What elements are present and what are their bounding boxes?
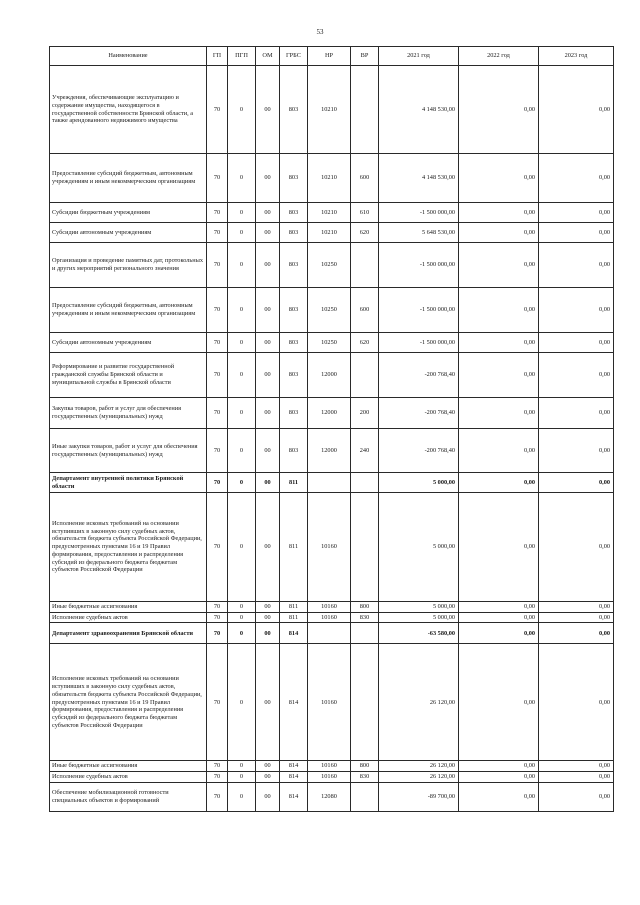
cell-nr: 12000 — [308, 353, 351, 398]
column-header: ГРБС — [280, 47, 308, 66]
cell-gp: 70 — [207, 223, 228, 243]
cell-gp: 70 — [207, 772, 228, 783]
cell-y2023: 0,00 — [539, 243, 614, 288]
table-row — [50, 66, 614, 154]
cell-grbs: 811 — [280, 612, 308, 623]
cell-gp: 70 — [207, 203, 228, 223]
cell-y2021: 4 148 530,00 — [379, 154, 459, 203]
cell-pgp: 0 — [228, 761, 256, 772]
cell-vr — [351, 243, 379, 288]
cell-y2023: 0,00 — [539, 333, 614, 353]
cell-nr: 10210 — [308, 203, 351, 223]
cell-om: 00 — [256, 623, 280, 644]
cell-gp: 70 — [207, 288, 228, 333]
column-header: ОМ — [256, 47, 280, 66]
cell-vr — [351, 623, 379, 644]
cell-gp: 70 — [207, 493, 228, 602]
cell-y2021: 5 000,00 — [379, 473, 459, 493]
cell-vr: 240 — [351, 429, 379, 473]
cell-gp: 70 — [207, 243, 228, 288]
cell-gp: 70 — [207, 782, 228, 811]
cell-nr: 10160 — [308, 602, 351, 613]
cell-grbs: 803 — [280, 223, 308, 243]
table-row — [50, 243, 614, 288]
cell-pgp: 0 — [228, 288, 256, 333]
cell-y2022: 0,00 — [459, 493, 539, 602]
cell-y2022: 0,00 — [459, 398, 539, 429]
cell-y2021: 5 000,00 — [379, 612, 459, 623]
cell-pgp: 0 — [228, 223, 256, 243]
cell-om: 00 — [256, 398, 280, 429]
cell-om: 00 — [256, 644, 280, 761]
cell-om: 00 — [256, 288, 280, 333]
cell-y2022: 0,00 — [459, 772, 539, 783]
cell-name: Исполнение судебных актов — [50, 772, 207, 783]
cell-nr: 12080 — [308, 782, 351, 811]
cell-y2021: 5 000,00 — [379, 602, 459, 613]
cell-y2021: -63 580,00 — [379, 623, 459, 644]
cell-y2022: 0,00 — [459, 602, 539, 613]
cell-pgp: 0 — [228, 623, 256, 644]
cell-name: Иные бюджетные ассигнования — [50, 761, 207, 772]
table-row — [50, 602, 614, 613]
cell-y2022: 0,00 — [459, 66, 539, 154]
cell-grbs: 811 — [280, 493, 308, 602]
cell-y2021: -89 700,00 — [379, 782, 459, 811]
cell-grbs: 803 — [280, 243, 308, 288]
cell-y2023: 0,00 — [539, 761, 614, 772]
cell-y2022: 0,00 — [459, 612, 539, 623]
cell-y2023: 0,00 — [539, 154, 614, 203]
cell-grbs: 811 — [280, 473, 308, 493]
cell-y2023: 0,00 — [539, 602, 614, 613]
table-row — [50, 154, 614, 203]
table-row — [50, 333, 614, 353]
cell-grbs: 814 — [280, 782, 308, 811]
cell-om: 00 — [256, 243, 280, 288]
table-row — [50, 429, 614, 473]
cell-y2022: 0,00 — [459, 353, 539, 398]
cell-om: 00 — [256, 761, 280, 772]
cell-om: 00 — [256, 353, 280, 398]
cell-nr — [308, 473, 351, 493]
table-row — [50, 203, 614, 223]
cell-y2022: 0,00 — [459, 223, 539, 243]
cell-gp: 70 — [207, 429, 228, 473]
cell-y2023: 0,00 — [539, 66, 614, 154]
column-header: ПГП — [228, 47, 256, 66]
column-header: НР — [308, 47, 351, 66]
cell-y2021: -1 500 000,00 — [379, 333, 459, 353]
cell-y2023: 0,00 — [539, 493, 614, 602]
table-row — [50, 473, 614, 493]
cell-name: Предоставление субсидий бюджетным, автономным учреждениям и иным некоммерческим организациям — [50, 288, 207, 333]
table-row — [50, 772, 614, 783]
cell-vr: 620 — [351, 223, 379, 243]
cell-nr: 10210 — [308, 223, 351, 243]
cell-grbs: 803 — [280, 66, 308, 154]
cell-pgp: 0 — [228, 473, 256, 493]
cell-nr: 10210 — [308, 154, 351, 203]
cell-grbs: 814 — [280, 761, 308, 772]
cell-pgp: 0 — [228, 782, 256, 811]
cell-y2021: -200 768,40 — [379, 429, 459, 473]
cell-nr: 10160 — [308, 612, 351, 623]
cell-nr: 10250 — [308, 243, 351, 288]
cell-y2021: 26 120,00 — [379, 772, 459, 783]
cell-grbs: 814 — [280, 772, 308, 783]
cell-name: Исполнение исковых требований на основании вступивших в законную силу судебных актов, обязательств бюджета субъекта Российской Федерации, предусмотренных пунктами 16 и 19 Правил формирования, предоставления и распределения субсидий из федерального бюджета бюджетам субъектов Российской Федерации — [50, 644, 207, 761]
cell-y2023: 0,00 — [539, 288, 614, 333]
cell-y2022: 0,00 — [459, 623, 539, 644]
table-row — [50, 623, 614, 644]
cell-grbs: 814 — [280, 644, 308, 761]
column-header: ВР — [351, 47, 379, 66]
cell-gp: 70 — [207, 761, 228, 772]
cell-y2022: 0,00 — [459, 203, 539, 223]
cell-nr: 12000 — [308, 398, 351, 429]
cell-name: Реформирование и развитие государственной гражданской службы Брянской области и муниципальной службы в Брянской области — [50, 353, 207, 398]
cell-gp: 70 — [207, 154, 228, 203]
cell-y2021: -1 500 000,00 — [379, 243, 459, 288]
cell-name: Закупка товаров, работ и услуг для обеспечения государственных (муниципальных) нужд — [50, 398, 207, 429]
cell-vr: 830 — [351, 612, 379, 623]
cell-vr: 200 — [351, 398, 379, 429]
cell-y2023: 0,00 — [539, 623, 614, 644]
cell-y2021: 5 648 530,00 — [379, 223, 459, 243]
cell-y2021: -1 500 000,00 — [379, 203, 459, 223]
table-row — [50, 644, 614, 761]
table-header-row — [50, 47, 614, 66]
cell-gp: 70 — [207, 333, 228, 353]
cell-gp: 70 — [207, 473, 228, 493]
cell-nr: 10160 — [308, 772, 351, 783]
cell-om: 00 — [256, 223, 280, 243]
cell-y2023: 0,00 — [539, 223, 614, 243]
column-header: 2021 год — [379, 47, 459, 66]
cell-om: 00 — [256, 333, 280, 353]
cell-y2023: 0,00 — [539, 612, 614, 623]
cell-grbs: 803 — [280, 203, 308, 223]
cell-pgp: 0 — [228, 644, 256, 761]
cell-om: 00 — [256, 772, 280, 783]
cell-pgp: 0 — [228, 66, 256, 154]
cell-pgp: 0 — [228, 612, 256, 623]
cell-gp: 70 — [207, 612, 228, 623]
cell-grbs: 803 — [280, 353, 308, 398]
cell-vr — [351, 644, 379, 761]
cell-om: 00 — [256, 782, 280, 811]
cell-vr: 600 — [351, 288, 379, 333]
cell-y2022: 0,00 — [459, 429, 539, 473]
cell-y2022: 0,00 — [459, 473, 539, 493]
cell-pgp: 0 — [228, 429, 256, 473]
cell-pgp: 0 — [228, 333, 256, 353]
cell-nr: 10250 — [308, 288, 351, 333]
cell-y2023: 0,00 — [539, 429, 614, 473]
cell-vr: 800 — [351, 602, 379, 613]
cell-y2022: 0,00 — [459, 782, 539, 811]
cell-gp: 70 — [207, 644, 228, 761]
cell-vr — [351, 66, 379, 154]
table-row — [50, 612, 614, 623]
cell-y2022: 0,00 — [459, 644, 539, 761]
table-row — [50, 782, 614, 811]
cell-y2023: 0,00 — [539, 203, 614, 223]
cell-vr — [351, 353, 379, 398]
cell-nr: 10250 — [308, 333, 351, 353]
cell-om: 00 — [256, 429, 280, 473]
cell-grbs: 803 — [280, 288, 308, 333]
cell-y2022: 0,00 — [459, 333, 539, 353]
cell-nr — [308, 623, 351, 644]
cell-vr: 610 — [351, 203, 379, 223]
cell-name: Субсидии автономным учреждениям — [50, 333, 207, 353]
cell-nr: 10210 — [308, 66, 351, 154]
cell-y2023: 0,00 — [539, 782, 614, 811]
table-row — [50, 288, 614, 333]
cell-pgp: 0 — [228, 493, 256, 602]
cell-gp: 70 — [207, 398, 228, 429]
cell-pgp: 0 — [228, 602, 256, 613]
cell-y2021: -1 500 000,00 — [379, 288, 459, 333]
cell-pgp: 0 — [228, 772, 256, 783]
cell-name: Исполнение судебных актов — [50, 612, 207, 623]
cell-grbs: 803 — [280, 154, 308, 203]
cell-gp: 70 — [207, 623, 228, 644]
cell-vr: 620 — [351, 333, 379, 353]
table-row — [50, 353, 614, 398]
cell-name: Иные закупки товаров, работ и услуг для обеспечения государственных (муниципальных) нужд — [50, 429, 207, 473]
cell-grbs: 803 — [280, 429, 308, 473]
cell-name: Субсидии автономным учреждениям — [50, 223, 207, 243]
cell-om: 00 — [256, 203, 280, 223]
cell-name: Субсидии бюджетным учреждениям — [50, 203, 207, 223]
cell-y2021: -200 768,40 — [379, 353, 459, 398]
cell-nr: 10160 — [308, 493, 351, 602]
cell-grbs: 814 — [280, 623, 308, 644]
table-row — [50, 761, 614, 772]
cell-y2021: 26 120,00 — [379, 761, 459, 772]
cell-name: Департамент внутренней политики Брянской области — [50, 473, 207, 493]
column-header: ГП — [207, 47, 228, 66]
column-header: Наименование — [50, 47, 207, 66]
cell-om: 00 — [256, 473, 280, 493]
column-header: 2023 год — [539, 47, 614, 66]
cell-y2021: 26 120,00 — [379, 644, 459, 761]
cell-om: 00 — [256, 612, 280, 623]
cell-name: Исполнение исковых требований на основании вступивших в законную силу судебных актов, обязательств бюджета субъекта Российской Федерации, предусмотренных пунктами 16 и 19 Правил формирования, предоставления и распределения субсидий из федерального бюджета бюджетам субъектов Российской Федерации — [50, 493, 207, 602]
cell-y2022: 0,00 — [459, 154, 539, 203]
cell-y2022: 0,00 — [459, 288, 539, 333]
budget-table — [49, 46, 614, 812]
cell-pgp: 0 — [228, 154, 256, 203]
table-row — [50, 223, 614, 243]
cell-om: 00 — [256, 66, 280, 154]
page-number: 53 — [316, 28, 324, 36]
cell-name: Организация и проведение памятных дат, протокольных и других мероприятий регионального значения — [50, 243, 207, 288]
cell-om: 00 — [256, 154, 280, 203]
cell-om: 00 — [256, 602, 280, 613]
cell-vr — [351, 782, 379, 811]
table-row — [50, 398, 614, 429]
cell-pgp: 0 — [228, 353, 256, 398]
cell-gp: 70 — [207, 66, 228, 154]
cell-y2021: 4 148 530,00 — [379, 66, 459, 154]
cell-name: Иные бюджетные ассигнования — [50, 602, 207, 613]
cell-name: Учреждения, обеспечивающие эксплуатацию и содержание имущества, находящегося в государственной собственности Брянской области, а также арендованного недвижимого имущества — [50, 66, 207, 154]
cell-nr: 10160 — [308, 644, 351, 761]
cell-y2023: 0,00 — [539, 772, 614, 783]
cell-name: Департамент здравоохранения Брянской области — [50, 623, 207, 644]
cell-y2022: 0,00 — [459, 761, 539, 772]
table-row — [50, 493, 614, 602]
cell-vr — [351, 493, 379, 602]
cell-y2022: 0,00 — [459, 243, 539, 288]
cell-y2023: 0,00 — [539, 353, 614, 398]
cell-y2023: 0,00 — [539, 398, 614, 429]
cell-pgp: 0 — [228, 243, 256, 288]
cell-gp: 70 — [207, 353, 228, 398]
cell-grbs: 803 — [280, 333, 308, 353]
cell-y2021: -200 768,40 — [379, 398, 459, 429]
cell-vr: 800 — [351, 761, 379, 772]
cell-name: Обеспечение мобилизационной готовности специальных объектов и формирований — [50, 782, 207, 811]
cell-nr: 10160 — [308, 761, 351, 772]
column-header: 2022 год — [459, 47, 539, 66]
cell-y2023: 0,00 — [539, 644, 614, 761]
cell-y2023: 0,00 — [539, 473, 614, 493]
cell-grbs: 811 — [280, 602, 308, 613]
cell-name: Предоставление субсидий бюджетным, автономным учреждениям и иным некоммерческим организациям — [50, 154, 207, 203]
cell-pgp: 0 — [228, 203, 256, 223]
cell-pgp: 0 — [228, 398, 256, 429]
cell-y2021: 5 000,00 — [379, 493, 459, 602]
cell-vr — [351, 473, 379, 493]
cell-nr: 12000 — [308, 429, 351, 473]
cell-grbs: 803 — [280, 398, 308, 429]
cell-vr: 600 — [351, 154, 379, 203]
cell-gp: 70 — [207, 602, 228, 613]
cell-om: 00 — [256, 493, 280, 602]
cell-vr: 830 — [351, 772, 379, 783]
